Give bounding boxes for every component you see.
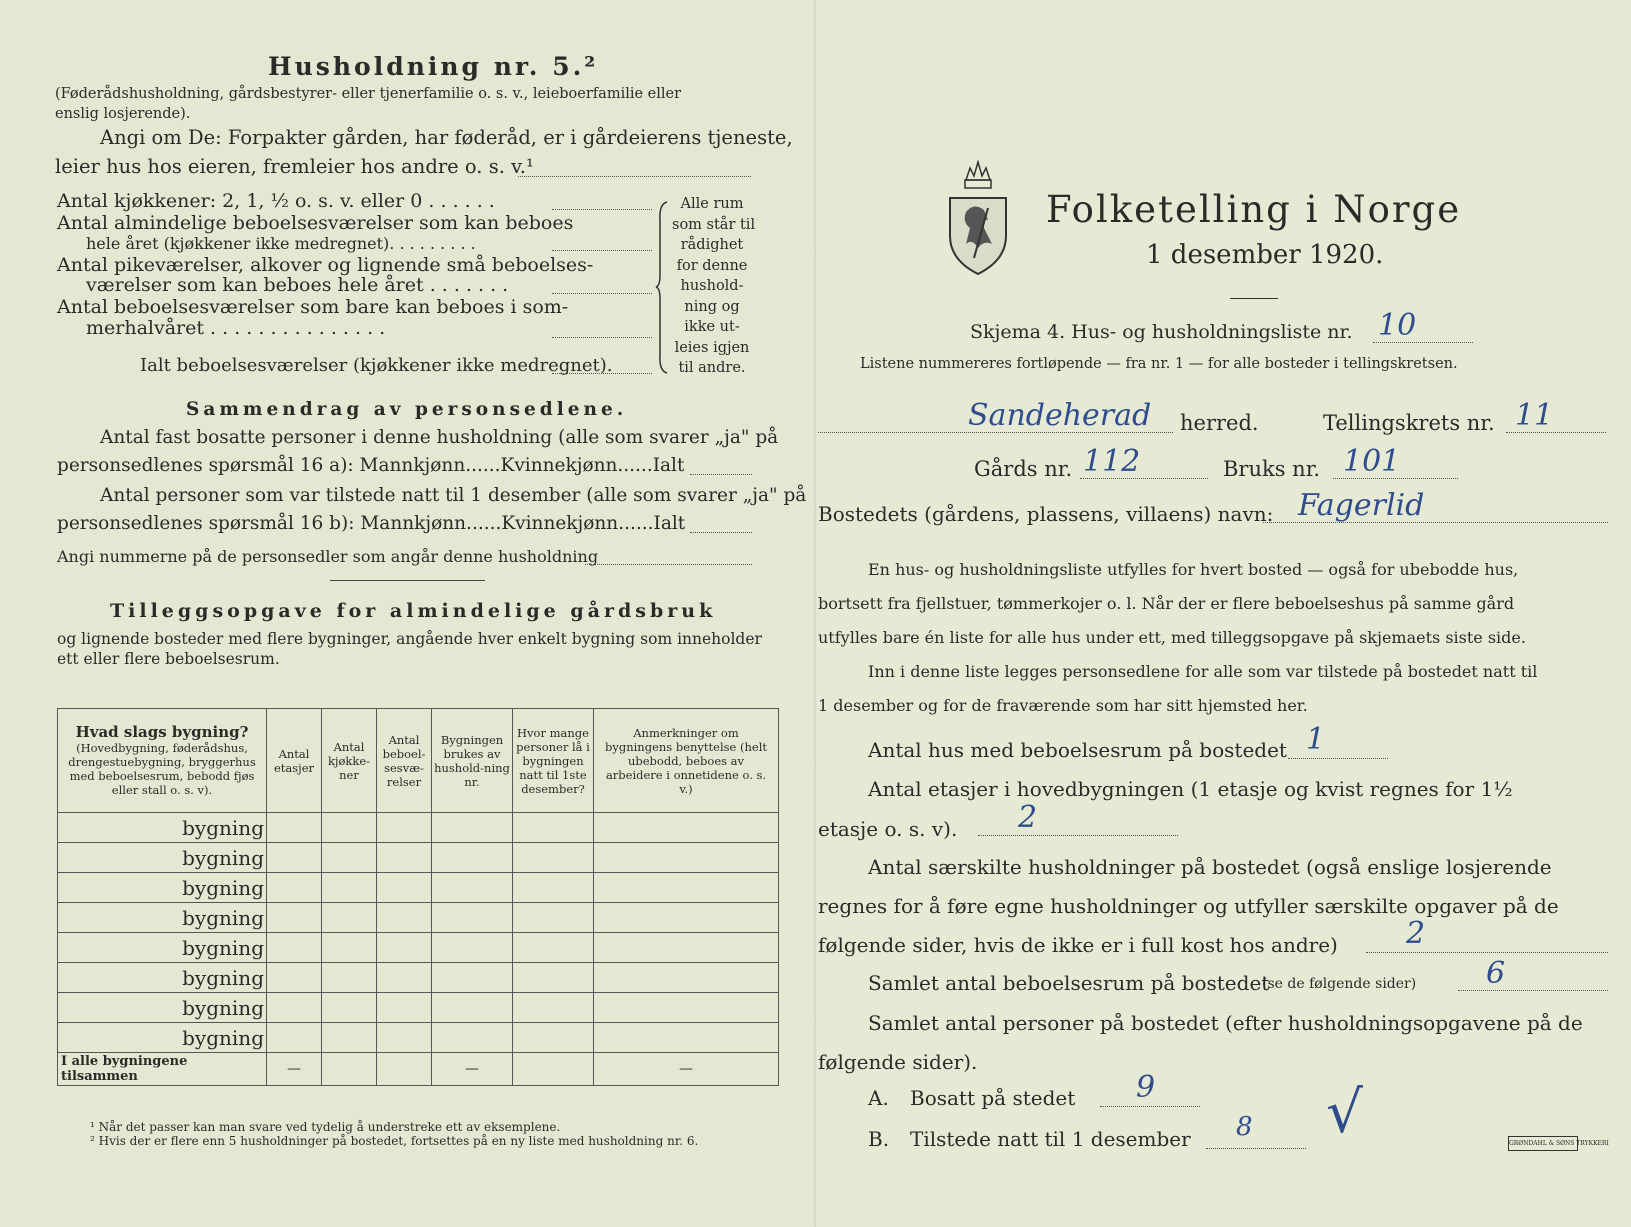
summary-line-1: Antal fast bosatte personer i denne husholdning (alle som svarer „ja" på — [100, 427, 779, 448]
title-divider — [1230, 298, 1278, 299]
divider — [330, 580, 485, 581]
bosted-label: Bostedets (gårdens, plassens, villaens) navn: — [818, 502, 1274, 526]
kjokkener-line: Antal kjøkkener: 2, 1, ½ o. s. v. eller 0 . . . . . . — [57, 190, 495, 212]
side-note-line: for denne — [676, 257, 748, 274]
beboelsesrum-note: (se de følgende sider) — [1262, 976, 1417, 992]
total-dash: — — [267, 1053, 322, 1086]
skjema-label: Skjema 4. Hus- og husholdningsliste nr. — [970, 321, 1353, 343]
info-line-4: Inn i denne liste legges personsedlene for alle som var tilstede på bostedet natt til — [868, 662, 1538, 681]
col-header-personer: Hvor mange personer lå i bygningen natt til 1ste desember? — [513, 709, 594, 813]
side-note-line: hushold- — [680, 278, 744, 294]
herred-label: herred. — [1180, 411, 1259, 435]
census-date: 1 desember 1920. — [1146, 240, 1384, 270]
footnote-1: ¹ Når det passer kan man svare ved tydelig å understreke ett av eksemplene. — [90, 1120, 561, 1134]
brace — [655, 200, 669, 375]
krets-value: 11 — [1515, 398, 1554, 433]
husholdninger-line-1: Antal særskilte husholdninger på bostedet (også enslige losjerende — [868, 855, 1552, 879]
gards-label: Gårds nr. — [974, 457, 1073, 481]
bosted-value: Fagerlid — [1298, 488, 1425, 523]
household-intro: (Føderådshusholdning, gårdsbestyrer- eller tjenerfamilie o. s. v., leieboerfamilie eller — [55, 86, 682, 102]
col-header-vaerelser: Antal beboel-sesvæ-relser — [377, 709, 432, 813]
listene-line: Listene nummereres fortløpende — fra nr. 1 — for alle bosteder i tellingskretsen. — [860, 356, 1458, 372]
col-header-etasjer: Antal etasjer — [267, 709, 322, 813]
bygning-label: bygning — [58, 843, 267, 873]
summary-title: Sammendrag av personsedlene. — [186, 399, 628, 420]
col-header-kjokkener: Antal kjøkke-ner — [322, 709, 377, 813]
summary-line-3: Antal personer som var tilstede natt til 1 desember (alle som svarer „ja" på — [100, 485, 807, 506]
bygning-label: bygning — [58, 933, 267, 963]
bygning-label: bygning — [58, 813, 267, 843]
b-value: 8 — [1236, 1112, 1253, 1142]
table-row — [58, 933, 779, 963]
col-header-type-desc: (Hovedbygning, føderådshus, drengestuebygning, bryggerhus med beboelsesrum, bebodd fjøs eller stall o. s. v). — [68, 740, 256, 797]
personer-line-2: følgende sider). — [818, 1050, 978, 1074]
table-row — [58, 903, 779, 933]
col-header-anmerkninger: Anmerkninger om bygningens benyttelse (helt ubebodd, beboes av arbeidere i onnetidene o. s. v.) — [594, 709, 779, 813]
building-table — [57, 708, 779, 1086]
table-row — [58, 993, 779, 1023]
printer-stamp — [1508, 1136, 1609, 1151]
bruks-value: 101 — [1343, 444, 1401, 479]
personer-line-1: Samlet antal personer på bostedet (efter husholdningsopgavene på de — [868, 1011, 1583, 1035]
a-text: Bosatt på stedet — [910, 1086, 1076, 1110]
beboelsesrum-value: 6 — [1486, 956, 1506, 991]
side-note-line: som står til — [672, 216, 756, 233]
side-note-line: til andre. — [678, 360, 746, 376]
som-line-1: Antal beboelsesværelser som bare kan beboes i som- — [57, 296, 569, 318]
herred-value: Sandeherad — [968, 398, 1152, 433]
tillegg-line-1: og lignende bosteder med flere bygninger, angående hver enkelt bygning som inneholder — [57, 630, 762, 648]
bygning-label: bygning — [58, 963, 267, 993]
krets-label: Tellingskrets nr. — [1323, 411, 1495, 435]
coat-of-arms-icon — [944, 158, 1012, 278]
col-header-type-title: Hvad slags bygning? — [75, 722, 249, 741]
side-note-line: ikke ut- — [684, 319, 740, 335]
col-header-husholdning: Bygningen brukes av hushold-ning nr. — [432, 709, 513, 813]
side-note — [672, 194, 756, 379]
bygning-label: bygning — [58, 873, 267, 903]
table-row — [58, 813, 779, 843]
table-row — [58, 1023, 779, 1053]
ialt-line: Ialt beboelsesværelser (kjøkkener ikke medregnet). — [140, 355, 613, 376]
etasjer-line-2: etasje o. s. v). — [818, 817, 958, 841]
skjema-value: 10 — [1378, 308, 1417, 343]
pike-line-1: Antal pikeværelser, alkover og lignende små beboelses- — [57, 254, 594, 276]
etasjer-line-1: Antal etasjer i hovedbygningen (1 etasje og kvist regnes for 1½ — [868, 777, 1513, 801]
total-dash: — — [594, 1053, 779, 1086]
col-header-type — [58, 709, 267, 813]
a-value: 9 — [1136, 1070, 1156, 1105]
footnote-2: ² Hvis der er flere enn 5 husholdninger på bostedet, fortsettes på en ny liste med husholdning nr. 6. — [90, 1134, 699, 1148]
info-line-3: utfylles bare én liste for alle hus under ett, med tilleggsopgave på skjemaets siste side. — [818, 628, 1526, 647]
bruks-label: Bruks nr. — [1223, 457, 1321, 481]
tillegg-line-2: ett eller flere beboelsesrum. — [57, 650, 280, 668]
a-label: A. — [868, 1086, 889, 1110]
pike-line-2: værelser som kan beboes hele året . . . . . . . — [86, 274, 509, 296]
husholdninger-line-2: regnes for å føre egne husholdninger og utfyller særskilte opgaver på de — [818, 894, 1559, 918]
right-page — [818, 0, 1631, 1227]
angi-line-1: Angi om De: Forpakter gården, har føderåd, er i gårdeierens tjeneste, — [100, 126, 793, 149]
info-line-1: En hus- og husholdningsliste utfylles for hvert bosted — også for ubebodde hus, — [868, 560, 1519, 579]
b-label: B. — [868, 1127, 890, 1151]
side-note-line: leies igjen — [674, 339, 750, 356]
side-note-line: Alle rum — [680, 196, 744, 212]
alm-line-1: Antal almindelige beboelsesværelser som kan beboes — [57, 212, 574, 234]
husholdninger-line-3: følgende sider, hvis de ikke er i full kost hos andre) — [818, 933, 1338, 957]
table-row — [58, 873, 779, 903]
etasjer-value: 2 — [1018, 800, 1038, 835]
table-total-row — [58, 1053, 779, 1086]
summary-line-4: personsedlenes spørsmål 16 b): Mannkjønn......Kvinnekjønn......Ialt — [57, 513, 686, 534]
tillegg-title: Tilleggsopgave for almindelige gårdsbruk — [110, 600, 717, 622]
table-row — [58, 843, 779, 873]
household-title: Husholdning nr. 5.² — [268, 52, 599, 81]
census-title: Folketelling i Norge — [1046, 188, 1462, 231]
angi-line-2: leier hus hos eieren, fremleier hos andre o. s. v.¹ — [55, 155, 534, 178]
gards-value: 112 — [1083, 444, 1141, 479]
som-line-2: merhalvåret . . . . . . . . . . . . . . . — [86, 317, 386, 339]
bygning-label: bygning — [58, 903, 267, 933]
checkmark: √ — [1326, 1078, 1363, 1146]
hus-label: Antal hus med beboelsesrum på bostedet — [868, 738, 1287, 762]
total-label: I alle bygningene tilsammen — [58, 1053, 267, 1086]
side-note-line: rådighet — [680, 237, 744, 253]
side-note-line: ning og — [684, 298, 740, 315]
printer-stamp-text: GRØNDAHL & SØNS TRYKKERI — [1509, 1140, 1609, 1147]
info-line-2: bortsett fra fjellstuer, tømmerkojer o. l. Når der er flere beboelseshus på samme gård — [818, 594, 1515, 613]
table-row — [58, 963, 779, 993]
hus-value: 1 — [1306, 722, 1326, 757]
household-intro-2: enslig losjerende). — [55, 106, 191, 122]
bygning-label: bygning — [58, 993, 267, 1023]
bygning-label: bygning — [58, 1023, 267, 1053]
beboelsesrum-label: Samlet antal beboelsesrum på bostedet — [868, 971, 1270, 995]
info-line-5: 1 desember og for de fraværende som har sitt hjemsted her. — [818, 696, 1308, 715]
summary-line-5: Angi nummerne på de personsedler som angår denne husholdning — [57, 547, 599, 566]
total-dash: — — [432, 1053, 513, 1086]
b-text: Tilstede natt til 1 desember — [910, 1127, 1191, 1151]
alm-line-2: hele året (kjøkkener ikke medregnet). . . . . . . . . — [86, 234, 476, 253]
summary-line-2: personsedlenes spørsmål 16 a): Mannkjønn......Kvinnekjønn......Ialt — [57, 455, 685, 476]
husholdninger-value: 2 — [1406, 916, 1426, 951]
